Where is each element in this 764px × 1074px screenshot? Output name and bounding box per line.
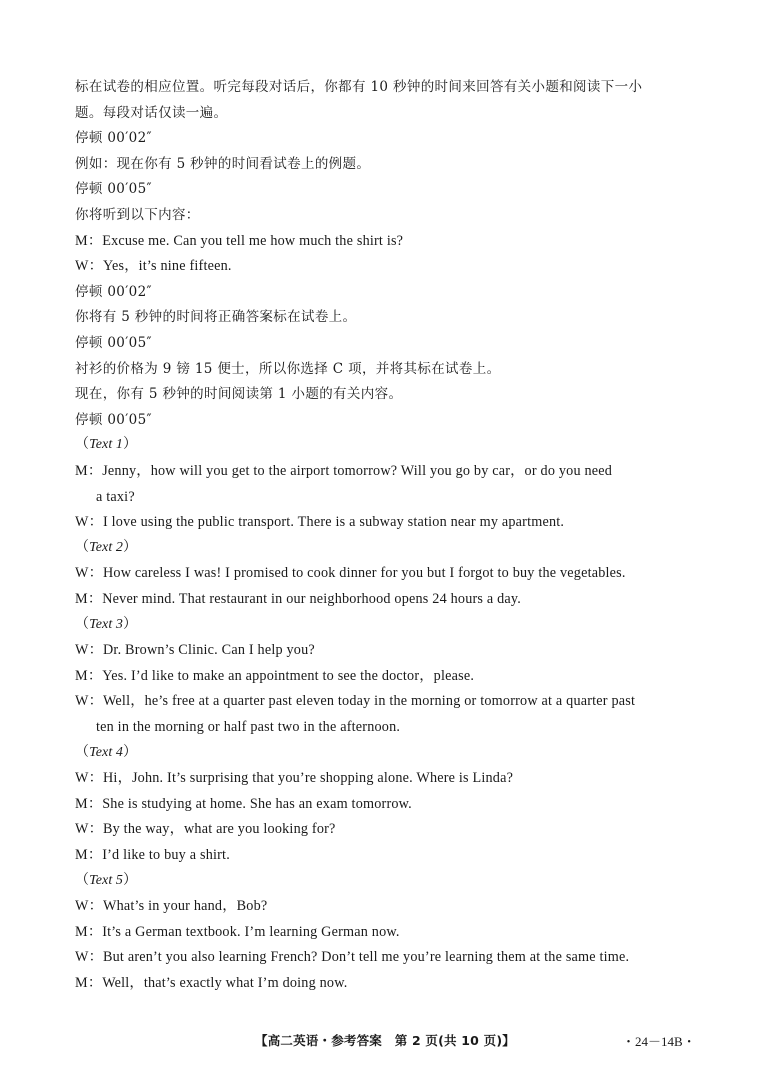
instruction-line: 标在试卷的相应位置。听完每段对话后，你都有 10 秒钟的时间来回答有关小题和阅读下一小 — [75, 79, 643, 95]
dialogue-line: W：Hi，John. It’s surprising that you’re shopping alone. Where is Linda? — [75, 770, 514, 787]
instruction-line: 停顿 00′05″ — [75, 335, 152, 351]
text-section-label-text: Text 1 — [89, 437, 124, 453]
instruction-line: 你将听到以下内容： — [75, 207, 200, 223]
dialogue-line: M：Yes. I’d like to make an appointment to see the doctor，please. — [75, 667, 475, 684]
text-section-label: （Text 4） — [75, 744, 138, 760]
footer-code: ・24－14B・ — [622, 1034, 696, 1049]
text-section-label: （Text 1） — [75, 437, 138, 453]
text-section-label-text: Text 2 — [89, 539, 124, 555]
dialogue-line: M：Well，that’s exactly what I’m doing now. — [75, 975, 348, 991]
dialogue-line: a taxi? — [96, 488, 135, 505]
text-section-label: （Text 3） — [75, 616, 138, 632]
dialogue-line: W：How careless I was! I promised to cook dinner for you but I forgot to buy the vegetables. — [75, 565, 626, 582]
instruction-line: 停顿 00′05″ — [75, 181, 152, 198]
instruction-line: 例如：现在你有 5 秒钟的时间看试卷上的例题。 — [75, 155, 371, 172]
dialogue-line: M：She is studying at home. She has an exam tomorrow. — [75, 795, 412, 812]
dialogue-line: W：I love using the public transport. There is a subway station near my apartment. — [75, 514, 565, 531]
instruction-line: 题。每段对话仅读一遍。 — [75, 104, 228, 121]
dialogue-line: W：Yes，it’s nine fifteen. — [75, 258, 232, 275]
dialogue-line: M：It’s a German textbook. I’m learning German now. — [75, 923, 400, 940]
text-section-label-text: Text 4 — [89, 744, 124, 760]
dialogue-line: M：I’d like to buy a shirt. — [75, 847, 230, 863]
text-section-label-text: Text 3 — [89, 616, 124, 632]
text-section-label: （Text 5） — [75, 872, 138, 888]
dialogue-line: W：By the way，what are you looking for? — [75, 821, 336, 838]
dialogue-line: W：Dr. Brown’s Clinic. Can I help you? — [75, 642, 315, 659]
dialogue-line: M：Never mind. That restaurant in our neighborhood opens 24 hours a day. — [75, 591, 522, 607]
instruction-line: 现在，你有 5 秒钟的时间阅读第 1 小题的有关内容。 — [75, 386, 403, 403]
instruction-line: 你将有 5 秒钟的时间将正确答案标在试卷上。 — [75, 309, 357, 326]
dialogue-line: W：But aren’t you also learning French? Don’t tell me you’re learning them at the same time. — [75, 949, 630, 966]
page-footer — [0, 1031, 764, 1053]
instruction-line: 停顿 00′05″ — [75, 411, 152, 428]
instruction-line: 停顿 00′02″ — [75, 283, 152, 300]
text-section-label-text: Text 5 — [89, 872, 124, 888]
dialogue-line: W：What’s in your hand，Bob? — [75, 898, 268, 915]
dialogue-line: M：Jenny，how will you get to the airport tomorrow? Will you go by car，or do you need — [75, 463, 613, 479]
instruction-line: 停顿 00′02″ — [75, 130, 152, 147]
dialogue-line: W：Well，he’s free at a quarter past eleven today in the morning or tomorrow at a quarter past — [75, 693, 636, 710]
dialogue-line: ten in the morning or half past two in the afternoon. — [96, 719, 401, 735]
instruction-line: 衬衫的价格为 9 镑 15 便士，所以你选择 C 项，并将其标在试卷上。 — [75, 360, 501, 377]
footer-page-info: 【高二英语・参考答案 第 2 页(共 10 页)】 — [255, 1033, 515, 1048]
text-section-label: （Text 2） — [75, 539, 138, 555]
dialogue-line: M：Excuse me. Can you tell me how much the shirt is? — [75, 232, 404, 249]
